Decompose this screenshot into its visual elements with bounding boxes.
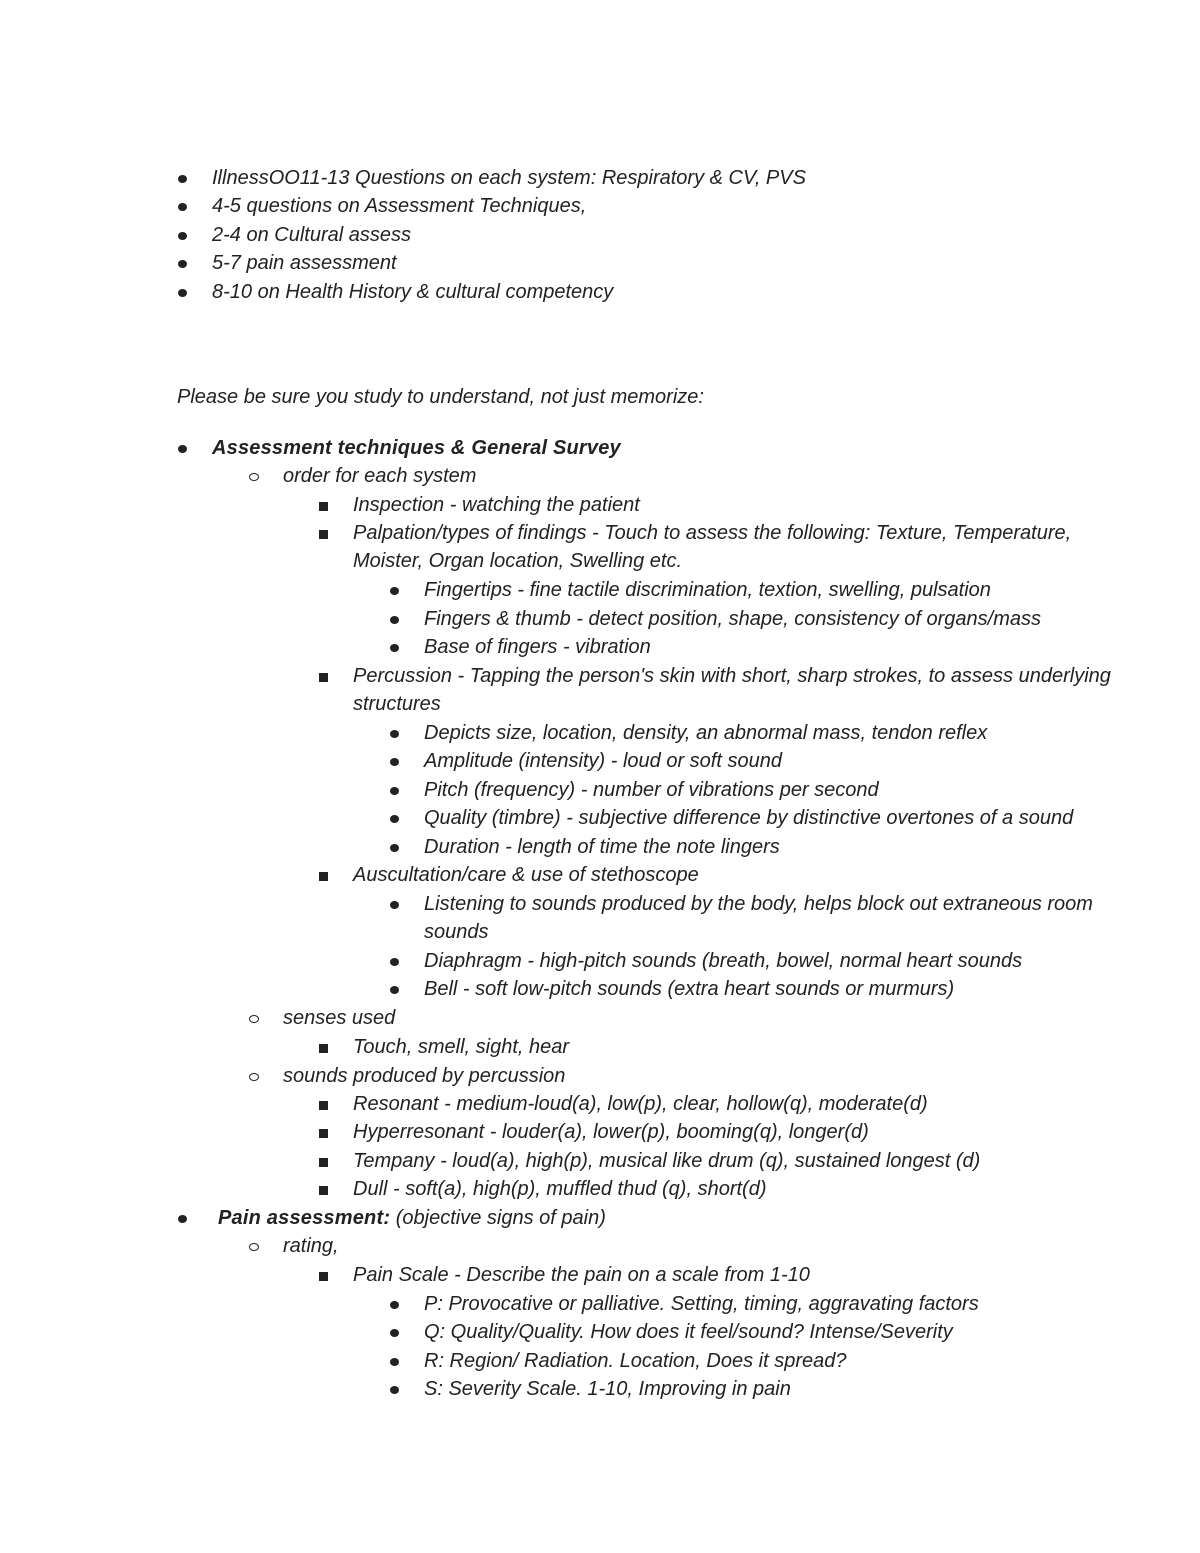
bullet-disc: [390, 758, 399, 766]
bullet-disc: [390, 901, 399, 909]
list-item: Diaphragm - high-pitch sounds (breath, bowel, normal heart sounds: [424, 950, 1023, 972]
list-item: sounds produced by percussion: [283, 1065, 566, 1087]
list-item: 2-4 on Cultural assess: [212, 224, 411, 246]
bullet-square: [319, 1044, 328, 1053]
list-item: IllnessOO11-13 Questions on each system: Respiratory & CV, PVS: [212, 167, 806, 189]
list-item: rating,: [283, 1235, 339, 1257]
list-item: Hyperresonant - louder(a), lower(p), booming(q), longer(d): [353, 1121, 869, 1143]
bullet-disc: [390, 1301, 399, 1309]
list-item: Quality (timbre) - subjective difference by distinctive overtones of a sound: [424, 807, 1074, 829]
list-item: Tempany - loud(a), high(p), musical like drum (q), sustained longest (d): [353, 1150, 981, 1172]
bullet-circle: [249, 1073, 259, 1081]
list-item: Duration - length of time the note lingers: [424, 836, 780, 858]
list-item: 4-5 questions on Assessment Techniques,: [212, 195, 587, 217]
list-item-continuation: sounds: [424, 921, 489, 943]
bullet-disc: [390, 787, 399, 795]
bullet-circle: [249, 1015, 259, 1023]
bullet-disc: [390, 815, 399, 823]
bullet-disc: [390, 587, 399, 595]
bullet-square: [319, 1129, 328, 1138]
bullet-disc: [178, 445, 187, 453]
section-heading-assessment: Assessment techniques & General Survey: [212, 437, 621, 459]
bullet-square: [319, 872, 328, 881]
bullet-disc: [390, 844, 399, 852]
list-item: Base of fingers - vibration: [424, 636, 651, 658]
list-item: Amplitude (intensity) - loud or soft sound: [424, 750, 782, 772]
bullet-disc: [390, 1329, 399, 1337]
pain-heading: Pain assessment:: [218, 1207, 391, 1229]
bullet-square: [319, 1101, 328, 1110]
bullet-square: [319, 1158, 328, 1167]
list-item: Touch, smell, sight, hear: [353, 1036, 570, 1058]
bullet-disc: [178, 232, 187, 240]
bullet-circle: [249, 473, 259, 481]
bullet-disc: [390, 986, 399, 994]
intro-text: Please be sure you study to understand, not just memorize:: [177, 386, 704, 408]
list-item: P: Provocative or palliative. Setting, timing, aggravating factors: [424, 1293, 979, 1315]
bullet-disc: [390, 730, 399, 738]
bullet-disc: [390, 1386, 399, 1394]
bullet-square: [319, 1272, 328, 1281]
section-heading-pain: [218, 1204, 606, 1232]
bullet-circle: [249, 1243, 259, 1251]
bullet-disc: [390, 616, 399, 624]
bullet-disc: [178, 1215, 187, 1223]
list-item-continuation: Moister, Organ location, Swelling etc.: [353, 550, 683, 572]
list-item: Percussion - Tapping the person's skin with short, sharp strokes, to assess underlying: [353, 665, 1111, 687]
list-item: Depicts size, location, density, an abnormal mass, tendon reflex: [424, 722, 988, 744]
list-item: Dull - soft(a), high(p), muffled thud (q), short(d): [353, 1178, 767, 1200]
bullet-disc: [390, 958, 399, 966]
list-item: R: Region/ Radiation. Location, Does it spread?: [424, 1350, 847, 1372]
pain-heading-suffix: (objective signs of pain): [390, 1207, 606, 1229]
list-item: 8-10 on Health History & cultural competency: [212, 281, 614, 303]
bullet-square: [319, 673, 328, 682]
list-item: Pitch (frequency) - number of vibrations per second: [424, 779, 879, 801]
list-item: Auscultation/care & use of stethoscope: [353, 864, 699, 886]
list-item: S: Severity Scale. 1-10, Improving in pain: [424, 1378, 791, 1400]
bullet-disc: [178, 289, 187, 297]
bullet-disc: [178, 175, 187, 183]
bullet-disc: [178, 203, 187, 211]
list-item: Palpation/types of findings - Touch to assess the following: Texture, Temperature,: [353, 522, 1072, 544]
bullet-square: [319, 502, 328, 511]
list-item: Inspection - watching the patient: [353, 494, 640, 516]
list-item: Bell - soft low-pitch sounds (extra heart sounds or murmurs): [424, 978, 955, 1000]
list-item: order for each system: [283, 465, 477, 487]
list-item: Fingers & thumb - detect position, shape, consistency of organs/mass: [424, 608, 1041, 630]
bullet-disc: [390, 1358, 399, 1366]
list-item: Pain Scale - Describe the pain on a scale from 1-10: [353, 1264, 810, 1286]
list-item: 5-7 pain assessment: [212, 252, 397, 274]
list-item-continuation: structures: [353, 693, 441, 715]
bullet-disc: [390, 644, 399, 652]
list-item: Resonant - medium-loud(a), low(p), clear, hollow(q), moderate(d): [353, 1093, 928, 1115]
bullet-disc: [178, 260, 187, 268]
list-item: Q: Quality/Quality. How does it feel/sound? Intense/Severity: [424, 1321, 953, 1343]
list-item: Listening to sounds produced by the body, helps block out extraneous room: [424, 893, 1093, 915]
bullet-square: [319, 530, 328, 539]
bullet-square: [319, 1186, 328, 1195]
list-item: senses used: [283, 1007, 396, 1029]
list-item: Fingertips - fine tactile discrimination, textion, swelling, pulsation: [424, 579, 991, 601]
